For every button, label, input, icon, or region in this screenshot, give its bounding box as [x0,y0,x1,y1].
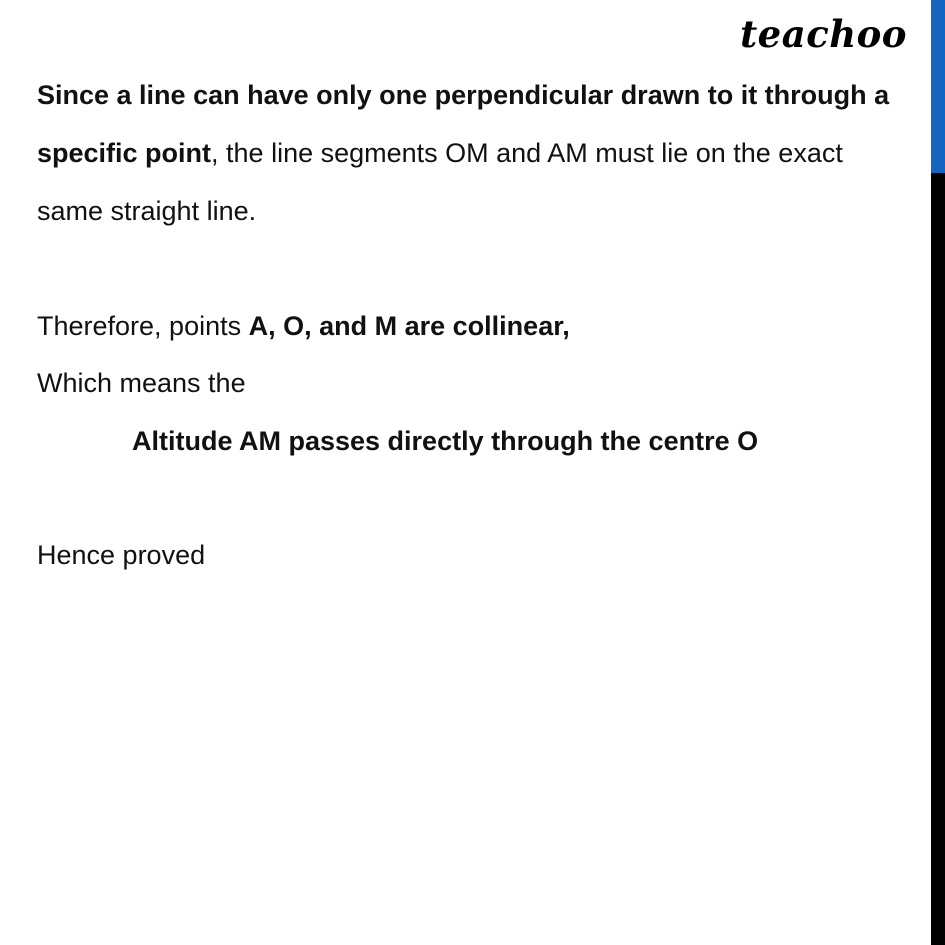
teachoo-logo: teachoo [740,12,907,56]
which-means-line: Which means the [37,368,246,398]
altitude-statement: Altitude AM passes directly through the centre O [132,426,759,456]
collinear-statement: A, O, and M are collinear, [248,311,570,341]
paragraph-line-1: Since a line can have only one perpendicular drawn to it through a [37,80,890,110]
line-2-text: , the line segments OM and AM must lie on the exact [211,138,843,168]
therefore-prefix: Therefore, points [37,311,249,341]
paragraph-line-3: same straight line. [37,196,257,226]
scrollbar-thumb[interactable] [931,0,945,173]
paragraph-line-2 [37,136,843,170]
conclusion-line: Hence proved [37,540,206,570]
scrollbar[interactable] [931,0,945,945]
therefore-line [37,309,570,343]
bold-phrase: specific point [37,138,212,168]
